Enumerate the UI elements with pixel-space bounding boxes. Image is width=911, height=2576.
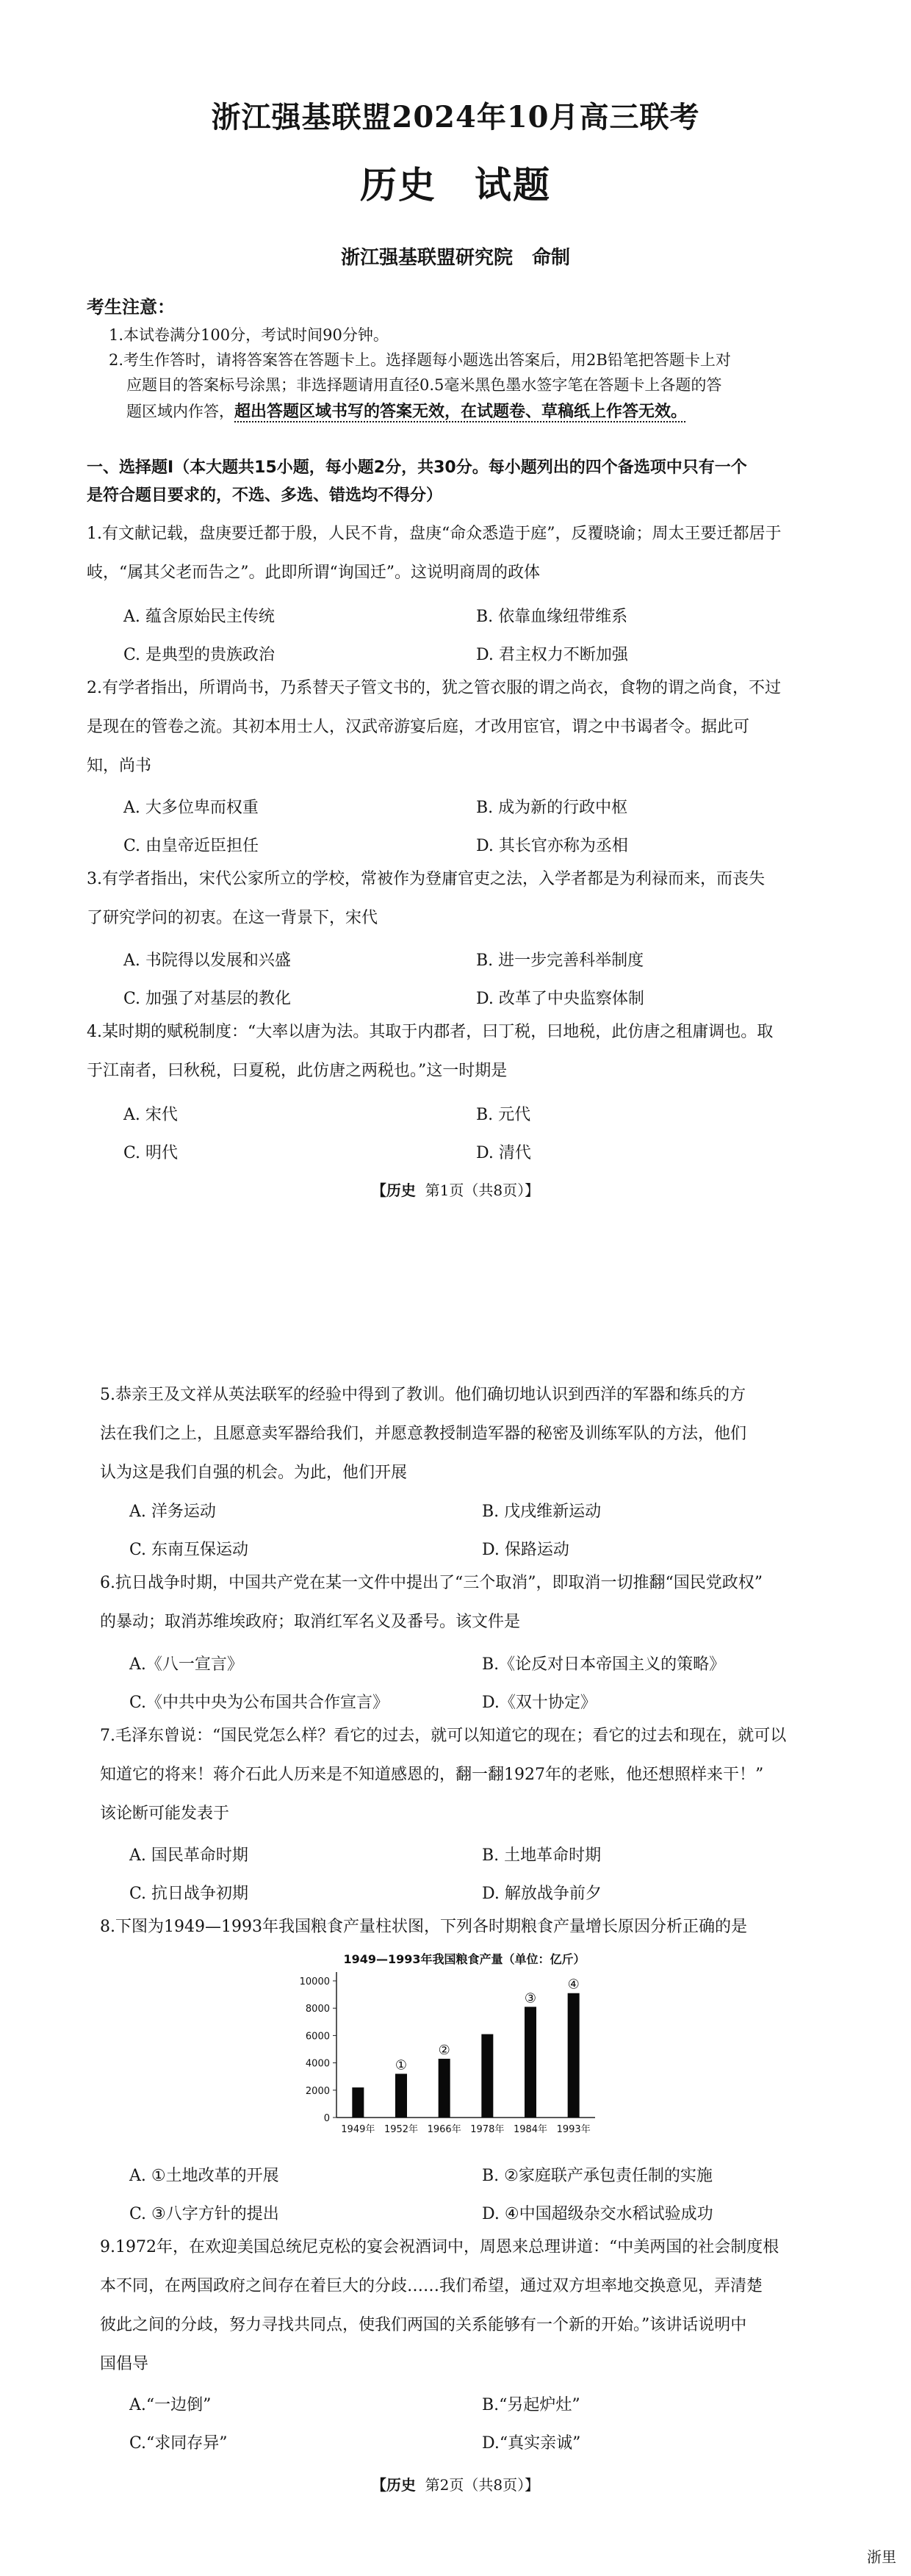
q3-option-a: A. 书院得以发展和兴盛 <box>123 951 291 970</box>
question-9-line-4: 国倡导 <box>100 2355 149 2373</box>
question-7-line-3: 该论断可能发表于 <box>100 1805 230 1823</box>
y-tick-label: 10000 <box>299 1976 330 1987</box>
question-9-line-3: 彼此之间的分歧，努力寻找共同点，使我们两国的关系能够有一个新的开始。”该讲话说明中 <box>100 2316 747 2334</box>
x-tick-label: 1966年 <box>427 2124 461 2135</box>
question-7 <box>100 1716 835 1833</box>
q3-option-d: D. 改革了中央监察体制 <box>476 990 644 1008</box>
q7-option-c: C. 抗日战争初期 <box>129 1885 249 1903</box>
question-2-line-1: 2.有学者指出，所谓尚书，乃系替天子管文书的，犹之管衣服的谓之尚衣，食物的谓之尚食，不过 <box>87 679 781 697</box>
section-heading <box>87 454 821 510</box>
question-8 <box>100 1907 835 1946</box>
x-tick-label: 1984年 <box>513 2124 548 2135</box>
chart-marks <box>300 1976 591 2135</box>
footer-1-subject: 【历史 <box>371 1181 416 1199</box>
y-tick-label: 4000 <box>305 2058 330 2070</box>
question-9-line-1: 9.1972年，在欢迎美国总统尼克松的宴会祝酒词中，周恩来总理讲道：“中美两国的社会制度根 <box>100 2238 779 2256</box>
notice-line-1: 1.本试卷满分100分，考试时间90分钟。 <box>109 326 389 344</box>
q8-option-a: A. ①土地改革的开展 <box>129 2167 279 2185</box>
q9-option-b: B.“另起炉灶” <box>482 2396 580 2414</box>
q6-option-a: A.《八一宣言》 <box>129 1655 243 1674</box>
section-line-1: 一、选择题Ⅰ（本大题共15小题，每小题2分，共30分。每小题列出的四个备选项中只有一个 <box>87 458 747 477</box>
q6-option-b: B.《论反对日本帝国主义的策略》 <box>482 1655 726 1674</box>
question-4-line-2: 于江南者，曰秋税，曰夏税，此仿唐之两税也。”这一时期是 <box>87 1062 508 1080</box>
question-6-line-2: 的暴动；取消苏维埃政府；取消红军名义及番号。该文件是 <box>100 1613 521 1631</box>
question-5 <box>100 1375 835 1492</box>
q4-option-d: D. 清代 <box>476 1144 531 1162</box>
notice-line-2a: 2.考生作答时，请将答案答在答题卡上。选择题每小题选出答案后，用2B铅笔把答题卡上对 <box>109 351 731 369</box>
y-tick-label: 0 <box>323 2113 330 2124</box>
question-3 <box>87 860 821 938</box>
q5-option-a: A. 洋务运动 <box>129 1503 216 1521</box>
question-8-line-1: 8.下图为1949—1993年我国粮食产量柱状图，下列各时期粮食产量增长原因分析正确的是 <box>100 1918 747 1936</box>
question-7-line-1: 7.毛泽东曾说：“国民党怎么样？看它的过去，就可以知道它的现在；看它的过去和现在，就可以 <box>100 1727 787 1745</box>
question-1-line-1: 1.有文献记载，盘庚要迁都于殷，人民不肯，盘庚“命众悉造于庭”，反覆晓谕；周太王要迁都居于 <box>87 525 782 543</box>
subject-title: 历史 试题 <box>360 163 551 206</box>
issuer-line: 浙江强基联盟研究院 命制 <box>340 247 570 269</box>
q6-option-d: D.《双十协定》 <box>482 1694 597 1712</box>
notice-line-2c-plain: 题区域内作答， <box>126 403 234 420</box>
exam-title: 浙江强基联盟2024年10月高三联考 <box>211 100 700 134</box>
q5-option-d: D. 保路运动 <box>482 1541 569 1559</box>
question-6 <box>100 1564 835 1641</box>
bar-marker: ② <box>438 2043 450 2059</box>
question-3-line-2: 了研究学问的初衷。在这一背景下，宋代 <box>87 909 378 927</box>
q2-option-c: C. 由皇帝近臣担任 <box>123 837 259 855</box>
q8-option-c: C. ③八字方针的提出 <box>129 2205 279 2223</box>
question-3-line-1: 3.有学者指出，宋代公家所立的学校，常被作为登庸官吏之法，入学者都是为利禄而来，而丧失 <box>87 870 765 888</box>
q4-option-b: B. 元代 <box>476 1106 531 1124</box>
bar-marker: ④ <box>567 1976 580 1993</box>
q2-option-d: D. 其长官亦称为丞相 <box>476 837 628 855</box>
y-tick-label: 6000 <box>305 2031 330 2043</box>
question-4 <box>87 1012 821 1090</box>
page-footer-1 <box>0 1179 911 1200</box>
q4-option-a: A. 宋代 <box>123 1106 178 1124</box>
x-tick-label: 1949年 <box>341 2124 375 2135</box>
q1-option-d: D. 君主权力不断加强 <box>476 646 628 664</box>
page-footer-2 <box>0 2473 911 2494</box>
q9-option-c: C.“求同存异” <box>129 2434 228 2453</box>
q5-option-c: C. 东南互保运动 <box>129 1541 249 1559</box>
q2-option-a: A. 大多位卑而权重 <box>123 799 259 817</box>
question-2-line-2: 是现在的管卷之流。其初本用士人，汉武帝游宴后庭，才改用宦官，谓之中书谒者令。据此可 <box>87 718 750 736</box>
question-1 <box>87 514 821 592</box>
notice-line-2c-emphasis: 超出答题区域书写的答案无效，在试题卷、草稿纸上作答无效。 <box>234 402 688 421</box>
question-5-line-1: 5.恭亲王及文祥从英法联军的经验中得到了教训。他们确切地认识到西洋的军器和练兵的方 <box>100 1386 746 1404</box>
bar-1984年 <box>525 2007 536 2118</box>
q9-option-a: A.“一边倒” <box>129 2396 212 2414</box>
notice-title: 考生注意： <box>87 297 175 317</box>
x-tick-label: 1952年 <box>384 2124 419 2135</box>
q7-option-b: B. 土地革命时期 <box>482 1846 602 1865</box>
grain-output-bar-chart <box>294 1947 617 2145</box>
question-5-line-2: 法在我们之上，且愿意卖军器给我们，并愿意教授制造军器的秘密及训练军队的方法，他们 <box>100 1425 747 1443</box>
q3-option-c: C. 加强了对基层的教化 <box>123 990 292 1008</box>
question-6-line-1: 6.抗日战争时期，中国共产党在某一文件中提出了“三个取消”，即取消一切推翻“国民党政权” <box>100 1574 763 1592</box>
q1-option-b: B. 依靠血缘纽带维系 <box>476 608 628 626</box>
q3-option-b: B. 进一步完善科举制度 <box>476 951 644 970</box>
footer-2-page: 第2页（共8页）】 <box>425 2476 540 2494</box>
q1-option-a: A. 蕴含原始民主传统 <box>123 608 275 626</box>
footer-1-page: 第1页（共8页）】 <box>425 1181 540 1199</box>
question-4-line-1: 4.某时期的赋税制度：“大率以唐为法。其取于内郡者，曰丁税，曰地税，此仿唐之租庸调也。取 <box>87 1023 774 1041</box>
bar-1993年 <box>568 1993 580 2118</box>
q8-option-b: B. ②家庭联产承包责任制的实施 <box>482 2167 713 2185</box>
q4-option-c: C. 明代 <box>123 1144 179 1162</box>
question-1-line-2: 岐，“属其父老而告之”。此即所谓“询国迁”。这说明商周的政体 <box>87 564 540 582</box>
x-tick-label: 1993年 <box>556 2124 591 2135</box>
notice-line-2b: 应题目的答案标号涂黑；非选择题请用直径0.5毫米黑色墨水签字笔在答题卡上各题的答 <box>126 376 722 394</box>
q2-option-b: B. 成为新的行政中枢 <box>476 799 628 817</box>
question-9-line-2: 本不同，在两国政府之间存在着巨大的分歧……我们希望，通过双方坦率地交换意见，弄清楚 <box>100 2277 763 2295</box>
section-line-2: 是符合题目要求的，不选、多选、错选均不得分） <box>87 486 443 505</box>
bar-1949年 <box>352 2087 364 2118</box>
bar-marker: ③ <box>524 1990 537 2007</box>
question-2 <box>87 669 821 785</box>
q7-option-d: D. 解放战争前夕 <box>482 1885 602 1903</box>
q8-option-d: D. ④中国超级杂交水稻试验成功 <box>482 2205 713 2223</box>
q1-option-c: C. 是典型的贵族政治 <box>123 646 276 664</box>
question-2-line-3: 知，尚书 <box>87 757 152 775</box>
y-tick-label: 2000 <box>305 2085 330 2097</box>
bar-1952年 <box>395 2073 407 2118</box>
q6-option-c: C.《中共中央为公布国共合作宣言》 <box>129 1694 389 1712</box>
bar-1966年 <box>439 2059 450 2118</box>
x-tick-label: 1978年 <box>470 2124 505 2135</box>
bar-marker: ① <box>395 2057 408 2073</box>
q5-option-b: B. 戊戌维新运动 <box>482 1503 602 1521</box>
bar-1978年 <box>481 2034 493 2118</box>
q9-option-d: D.“真实亲诚” <box>482 2434 581 2453</box>
question-7-line-2: 知道它的将来！蒋介石此人历来是不知道感恩的，翻一翻1927年的老账，他还想照样来干！” <box>100 1766 764 1784</box>
footer-2-subject: 【历史 <box>371 2476 416 2494</box>
q7-option-a: A. 国民革命时期 <box>129 1846 248 1865</box>
y-tick-label: 8000 <box>305 2004 330 2015</box>
question-5-line-3: 认为这是我们自强的机会。为此，他们开展 <box>100 1464 408 1482</box>
corner-watermark: 浙里 <box>867 2548 896 2566</box>
notice-line-2c <box>126 400 832 423</box>
question-9 <box>100 2228 835 2383</box>
chart-title: 1949—1993年我国粮食产量（单位：亿斤） <box>343 1952 586 1966</box>
